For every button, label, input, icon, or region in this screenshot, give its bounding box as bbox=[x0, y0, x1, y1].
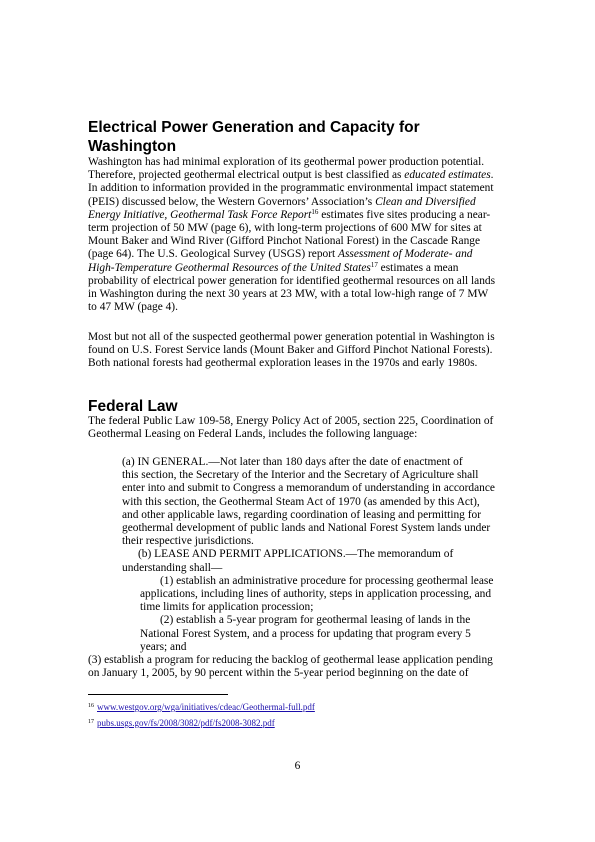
section-heading-federal-law: Federal Law bbox=[88, 398, 178, 415]
text-line: time limits for application procession; bbox=[140, 601, 314, 614]
text-line: Therefore, projected geothermal electrical output is best classified as educated estimates. bbox=[88, 169, 494, 182]
text-line: (b) LEASE AND PERMIT APPLICATIONS.—The memorandum of bbox=[138, 548, 454, 561]
text-line: Mount Baker and Wind River (Gifford Pinchot National Forest) in the Cascade Range bbox=[88, 235, 481, 248]
heading-line: Washington bbox=[88, 138, 177, 155]
text-line: their respective jurisdictions. bbox=[122, 535, 254, 548]
paragraph-forest-service-lands bbox=[88, 331, 508, 371]
section-heading-electrical-power bbox=[88, 118, 420, 156]
text-line: to 47 MW (page 4). bbox=[88, 301, 178, 314]
paragraph-geothermal-estimates bbox=[88, 156, 508, 314]
text-line: (2) establish a 5-year program for geothermal leasing of lands in the bbox=[160, 614, 471, 627]
text-line: (PEIS) discussed below, the Western Governors’ Association’s Clean and Diversified bbox=[88, 195, 476, 208]
text-line: Energy Initiative, Geothermal Task Force Report$^{16}$ estimates five sites producing a near- bbox=[88, 207, 491, 221]
footnote-16 bbox=[88, 702, 315, 713]
text-line: Most but not all of the suspected geothermal power generation potential in Washington is bbox=[88, 331, 495, 343]
text-line: In addition to information provided in the programmatic environmental impact statement bbox=[88, 182, 494, 195]
footnote-link[interactable]: www.westgov.org/wga/initiatives/cdeac/Geothermal-full.pdf bbox=[97, 702, 315, 712]
text-line: Both national forests had geothermal exploration leases in the 1970s and early 1980s. bbox=[88, 357, 478, 370]
text-line: geothermal development of public lands and National Forest System lands under bbox=[122, 522, 491, 535]
text-line: this section, the Secretary of the Interior and the Secretary of Agriculture shall bbox=[122, 469, 479, 482]
text-line: (1) establish an administrative procedure for processing geothermal lease bbox=[160, 574, 494, 587]
text-line: found on U.S. Forest Service lands (Mount Baker and Gifford Pinchot National Forests). bbox=[88, 344, 493, 357]
text-line: probability of electrical power generation for identified geothermal resources on all lands bbox=[88, 274, 496, 287]
footnote-ref-17: 17 bbox=[370, 260, 378, 269]
text-line: applications, including lines of authority, steps in application processing, and bbox=[140, 588, 492, 601]
text-line: years; and bbox=[140, 640, 187, 653]
quoted-law-text bbox=[88, 456, 508, 654]
text-line: (a) IN GENERAL.—Not later than 180 days after the date of enactment of bbox=[122, 456, 463, 468]
text-line: and other applicable laws, regarding coordination of leasing and permitting for bbox=[122, 508, 482, 521]
footnote-link[interactable]: pubs.usgs.gov/fs/2008/3082/pdf/fs2008-3082.pdf bbox=[97, 718, 275, 728]
footnote-divider bbox=[88, 694, 228, 695]
text-line: term projection of 50 MW (page 6), with long-term projections of 600 MW for sites at bbox=[88, 222, 482, 235]
paragraph-federal-law-intro bbox=[88, 415, 508, 441]
text-line: enter into and submit to Congress a memorandum of understanding in accordance bbox=[122, 482, 495, 495]
footnote-number: 17 bbox=[88, 719, 94, 725]
text-line: National Forest System, and a process for updating that program every 5 bbox=[140, 627, 471, 640]
text-line: High-Temperature Geothermal Resources of the United States$^{17}$ estimates a mean bbox=[88, 260, 459, 274]
text-line: (3) establish a program for reducing the backlog of geothermal lease application pending bbox=[88, 654, 493, 666]
heading-line: Electrical Power Generation and Capacity for bbox=[88, 119, 420, 136]
footnote-number: 16 bbox=[88, 703, 94, 709]
paragraph-backlog-reduction bbox=[88, 654, 508, 680]
text-line: The federal Public Law 109-58, Energy Policy Act of 2005, section 225, Coordination of bbox=[88, 415, 494, 427]
text-line: Geothermal Leasing on Federal Lands, includes the following language: bbox=[88, 428, 418, 441]
text-line: on January 1, 2005, by 90 percent within the 5-year period beginning on the date of bbox=[88, 667, 469, 680]
text-line: (page 64). The U.S. Geological Survey (USGS) report Assessment of Moderate- and bbox=[88, 248, 473, 261]
page-number: 6 bbox=[294, 760, 301, 772]
text-line: Washington has had minimal exploration of its geothermal power production potential. bbox=[88, 156, 485, 168]
footnote-ref-16: 16 bbox=[311, 207, 319, 216]
text-line: understanding shall— bbox=[122, 561, 223, 574]
text-line: with this section, the Geothermal Steam Act of 1970 (as amended by this Act), bbox=[122, 495, 480, 508]
text-line: in Washington during the next 30 years at 23 MW, with a total low-high range of 7 MW bbox=[88, 288, 489, 301]
footnote-17 bbox=[88, 718, 275, 729]
